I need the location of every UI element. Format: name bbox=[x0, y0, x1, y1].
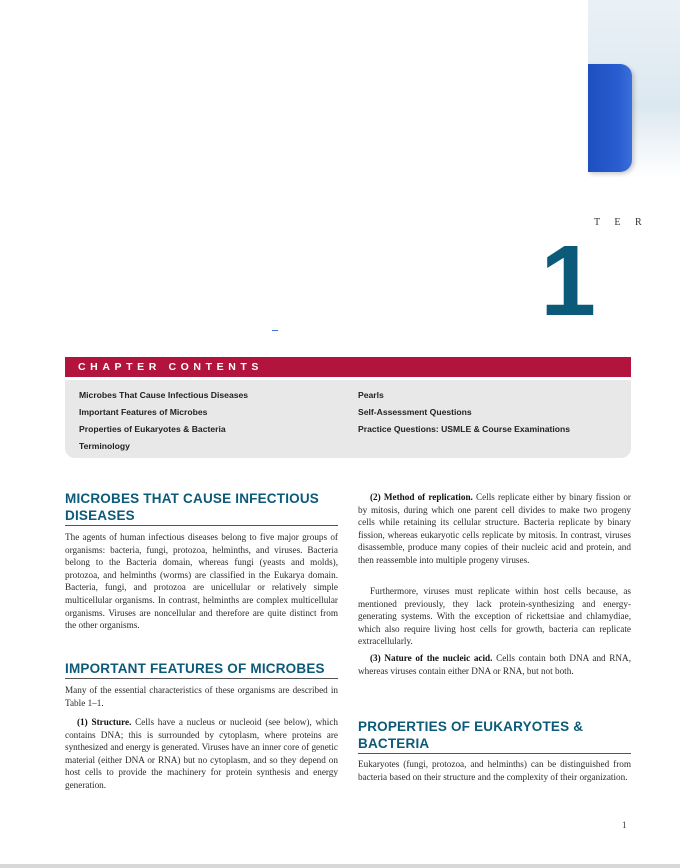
paragraph-microbes: The agents of human infectious diseases belong to five major groups of organisms: bacteria, fungi, protozoa, helminths, and viruses. Bacteria belong to the Bacteria domain, whereas fungi (yeasts and molds), protozoa, and helminths (worms) are classified in the Eukarya domain. Bacteria, fungi, and protozoa are unicellular or relatively simple multicellular organisms. In contrast, helminths are complex multicellular organisms. Viruses are noncellular and therefore are quite distinct from the other organisms. bbox=[65, 532, 338, 631]
replication-text: Cells replicate either by binary fission or by mitosis, during which one parent cell divides to make two progeny cells while retaining its cellular structure. Bacteria replicate by binary fission, whereas eukaryotic cells replicate by mitosis. In contrast, viruses disassemble, produce many copies of their nucleic acid and protein, and then reassemble into multiple progeny viruses. bbox=[358, 492, 631, 565]
contents-item[interactable]: Terminology bbox=[79, 441, 130, 451]
paragraph-replication bbox=[358, 491, 631, 567]
contents-right-column bbox=[358, 387, 570, 438]
heading-microbes: MICROBES THAT CAUSE INFECTIOUS DISEASES bbox=[65, 490, 338, 526]
chapter-contents-box bbox=[65, 380, 631, 458]
paragraph-structure bbox=[65, 716, 338, 792]
contents-item[interactable]: Self-Assessment Questions bbox=[358, 407, 472, 417]
chapter-word: T E R bbox=[594, 217, 648, 228]
contents-item[interactable]: Properties of Eukaryotes & Bacteria bbox=[79, 424, 226, 434]
replication-label: (2) Method of replication. bbox=[370, 492, 473, 502]
heading-important-features: IMPORTANT FEATURES OF MICROBES bbox=[65, 660, 338, 679]
chapter-tab-decoration bbox=[588, 64, 632, 172]
contents-item[interactable]: Microbes That Cause Infectious Diseases bbox=[79, 390, 249, 400]
decorative-dash bbox=[272, 330, 278, 331]
nucleic-label: (3) Nature of the nucleic acid. bbox=[370, 653, 493, 663]
paragraph-furthermore: Furthermore, viruses must replicate within host cells because, as mentioned previously, they lack protein-synthesizing and energy-generating systems. With the exception of rickettsiae and chlamydiae, which also require living host cells for growth, bacteria can replicate extracellularly. bbox=[358, 586, 631, 647]
chapter-contents-title: CHAPTER CONTENTS bbox=[65, 357, 631, 377]
contents-left-column bbox=[79, 387, 248, 455]
contents-item[interactable]: Important Features of Microbes bbox=[79, 407, 208, 417]
contents-item[interactable]: Practice Questions: USMLE & Course Examinations bbox=[358, 424, 571, 434]
footer-bar bbox=[0, 864, 680, 868]
paragraph-nucleic-acid bbox=[358, 652, 631, 677]
paragraph-properties: Eukaryotes (fungi, protozoa, and helminths) can be distinguished from bacteria based on their structure and the complexity of their organization. bbox=[358, 759, 631, 782]
heading-properties: PROPERTIES OF EUKARYOTES & BACTERIA bbox=[358, 718, 631, 754]
nucleic-text: Cells contain both DNA and RNA, whereas viruses contain either DNA or RNA, but not both. bbox=[358, 653, 631, 676]
paragraph-features-intro: Many of the essential characteristics of these organisms are described in Table 1–1. bbox=[65, 685, 338, 708]
chapter-number: 1 bbox=[540, 225, 596, 337]
structure-label: (1) Structure. bbox=[77, 717, 132, 727]
contents-item[interactable]: Pearls bbox=[358, 390, 384, 400]
structure-text: Cells have a nucleus or nucleoid (see below), which contains DNA; this is surrounded by cytoplasm, where proteins are synthesized and energy is generated. Viruses have an inner core of genetic material (either DNA or RNA) but no cytoplasm, and so they depend on host cells to provide the machinery for protein synthesis and energy generation. bbox=[65, 717, 338, 790]
page-number: 1 bbox=[622, 820, 627, 830]
